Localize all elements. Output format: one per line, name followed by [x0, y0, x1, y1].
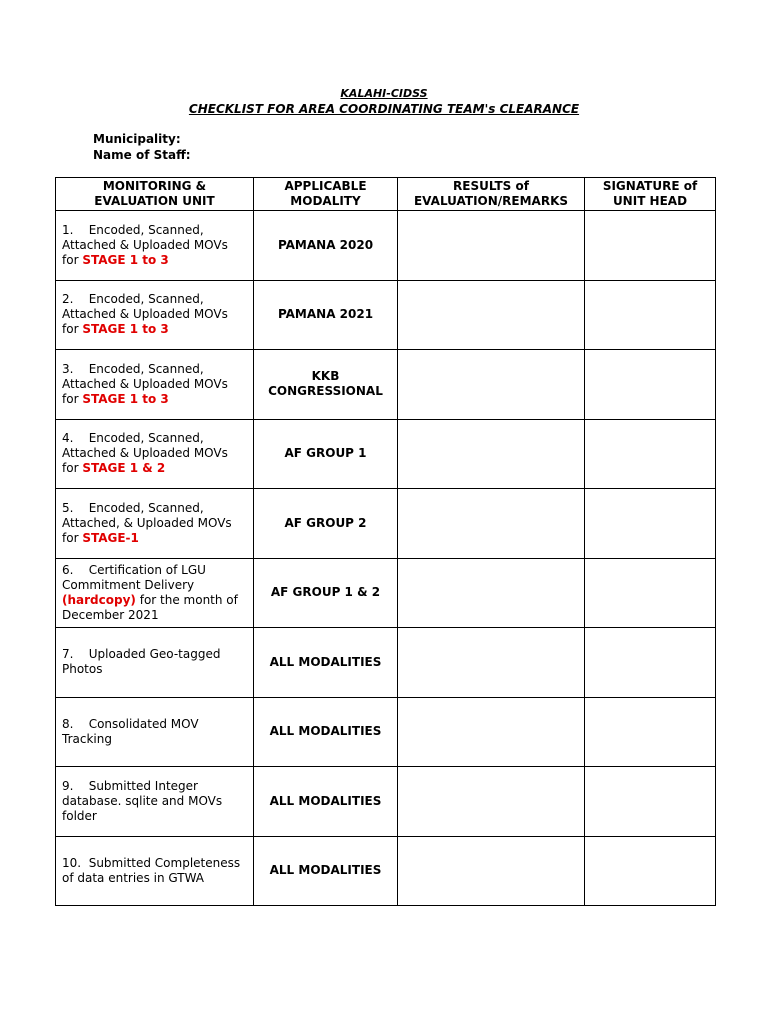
- modality-cell: KKB CONGRESSIONAL: [254, 350, 398, 420]
- unit-text: 3. Encoded, Scanned, Attached & Uploaded MOVs for: [62, 361, 228, 406]
- unit-cell: [56, 558, 254, 628]
- table-row: [56, 489, 716, 559]
- stage-highlight: STAGE 1 to 3: [82, 252, 169, 267]
- stage-highlight: STAGE-1: [82, 530, 139, 545]
- unit-cell: [56, 697, 254, 767]
- unit-text: 7. Uploaded Geo-tagged Photos: [62, 647, 221, 677]
- modality-cell: PAMANA 2020: [254, 211, 398, 281]
- table-row: [56, 628, 716, 698]
- stage-highlight: STAGE 1 & 2: [82, 461, 166, 476]
- column-header-signature: SIGNATURE of UNIT HEAD: [585, 178, 716, 211]
- signature-cell: [585, 280, 716, 350]
- modality-cell: ALL MODALITIES: [254, 836, 398, 906]
- table-row: [56, 350, 716, 420]
- signature-cell: [585, 558, 716, 628]
- table-row: [56, 419, 716, 489]
- results-cell: [398, 419, 585, 489]
- table-header-row: [56, 178, 716, 211]
- modality-cell: ALL MODALITIES: [254, 697, 398, 767]
- signature-cell: [585, 767, 716, 837]
- stage-highlight: STAGE 1 to 3: [82, 322, 169, 337]
- unit-cell: [56, 767, 254, 837]
- column-header-modality: APPLICABLE MODALITY: [254, 178, 398, 211]
- unit-cell: [56, 419, 254, 489]
- unit-text: 5. Encoded, Scanned, Attached, & Uploaded MOVs for: [62, 500, 232, 545]
- unit-cell: [56, 628, 254, 698]
- signature-cell: [585, 350, 716, 420]
- results-cell: [398, 280, 585, 350]
- unit-text: 6. Certification of LGU Commitment Delivery: [62, 562, 206, 592]
- unit-text: 8. Consolidated MOV Tracking: [62, 716, 199, 746]
- unit-text: 4. Encoded, Scanned, Attached & Uploaded MOVs for: [62, 431, 228, 476]
- modality-cell: AF GROUP 1 & 2: [254, 558, 398, 628]
- signature-cell: [585, 697, 716, 767]
- document-title: CHECKLIST FOR AREA COORDINATING TEAM's CLEARANCE: [188, 102, 580, 116]
- unit-text: 2. Encoded, Scanned, Attached & Uploaded MOVs for: [62, 292, 228, 337]
- modality-cell: PAMANA 2021: [254, 280, 398, 350]
- results-cell: [398, 767, 585, 837]
- table-row: [56, 836, 716, 906]
- results-cell: [398, 628, 585, 698]
- signature-cell: [585, 419, 716, 489]
- checklist-table: [55, 177, 716, 906]
- table-row: [56, 767, 716, 837]
- modality-cell: AF GROUP 2: [254, 489, 398, 559]
- signature-cell: [585, 211, 716, 281]
- unit-cell: [56, 211, 254, 281]
- unit-cell: [56, 489, 254, 559]
- unit-text-continued: for the month of December 2021: [62, 592, 238, 622]
- column-header-unit: MONITORING & EVALUATION UNIT: [56, 178, 254, 211]
- results-cell: [398, 836, 585, 906]
- unit-cell: [56, 350, 254, 420]
- hardcopy-highlight: (hardcopy): [62, 592, 136, 607]
- municipality-label: Municipality:: [93, 132, 181, 146]
- organization-name: KALAHI-CIDSS: [340, 87, 428, 100]
- unit-cell: [56, 836, 254, 906]
- signature-cell: [585, 628, 716, 698]
- unit-text: 1. Encoded, Scanned, Attached & Uploaded MOVs for: [62, 222, 228, 267]
- staff-name-label: Name of Staff:: [93, 148, 191, 162]
- results-cell: [398, 697, 585, 767]
- results-cell: [398, 211, 585, 281]
- table-row: [56, 697, 716, 767]
- signature-cell: [585, 836, 716, 906]
- table-row: [56, 558, 716, 628]
- modality-cell: AF GROUP 1: [254, 419, 398, 489]
- signature-cell: [585, 489, 716, 559]
- results-cell: [398, 350, 585, 420]
- unit-cell: [56, 280, 254, 350]
- modality-cell: ALL MODALITIES: [254, 628, 398, 698]
- column-header-results: RESULTS of EVALUATION/REMARKS: [398, 178, 585, 211]
- table-row: [56, 211, 716, 281]
- results-cell: [398, 558, 585, 628]
- stage-highlight: STAGE 1 to 3: [82, 391, 169, 406]
- results-cell: [398, 489, 585, 559]
- unit-text: 10. Submitted Completeness of data entries in GTWA: [62, 855, 241, 885]
- table-row: [56, 280, 716, 350]
- unit-text: 9. Submitted Integer database. sqlite and MOVs folder: [62, 778, 223, 823]
- modality-cell: ALL MODALITIES: [254, 767, 398, 837]
